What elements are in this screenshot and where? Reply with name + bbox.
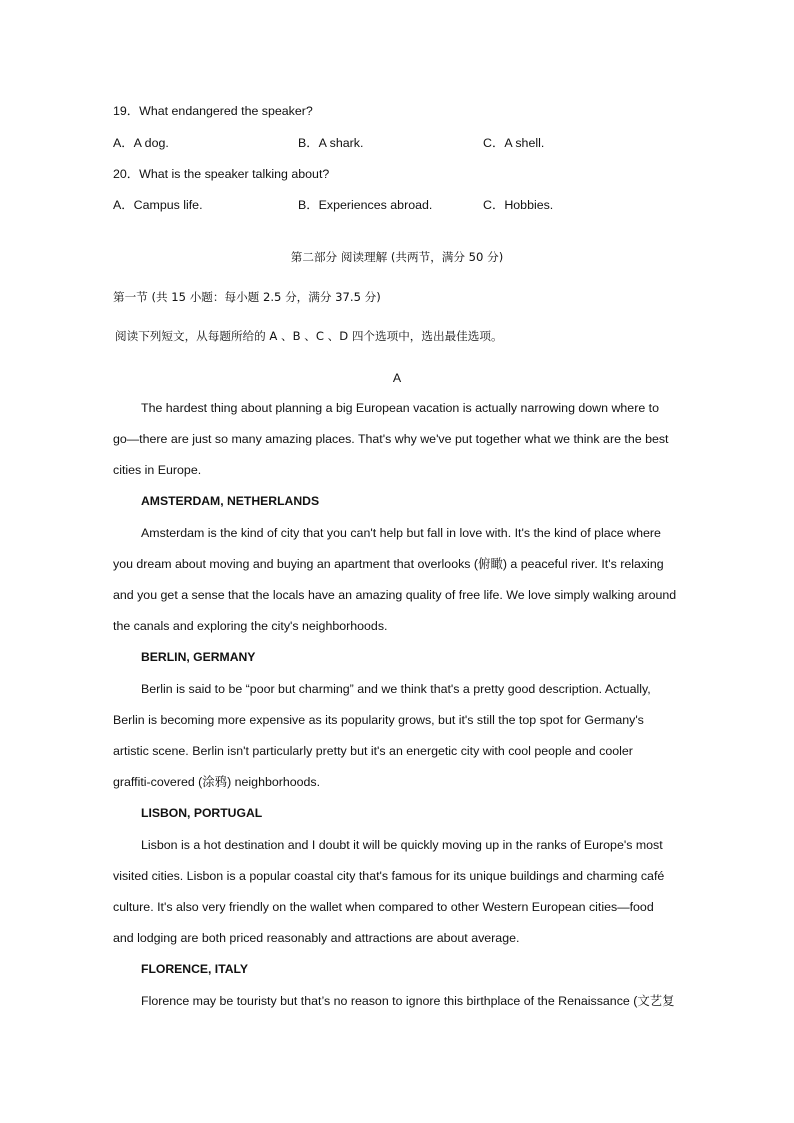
part-title: 第二部分 阅读理解 (共两节，满分 50 分) — [290, 250, 504, 264]
section-title: 第一节 (共 15 小题：每小题 2.5 分，满分 37.5 分) — [113, 290, 381, 304]
paragraph-line: Berlin is said to be “poor but charming” and we think that's a pretty good description. Actually, — [141, 682, 651, 696]
paragraph-line: you dream about moving and buying an apartment that overlooks (俯瞰) a peaceful river. It's relaxing — [113, 557, 664, 571]
question-20-option-c: C．Hobbies. — [483, 198, 554, 212]
paragraph-line: Florence may be touristy but that’s no reason to ignore this birthplace of the Renaissance (文艺复 — [141, 994, 675, 1008]
paragraph-line: Lisbon is a hot destination and I doubt it will be quickly moving up in the ranks of Europe's most — [141, 838, 663, 852]
city-heading: BERLIN, GERMANY — [141, 650, 256, 664]
question-20-option-a: A．Campus life. — [113, 198, 203, 212]
paragraph-line: artistic scene. Berlin isn't particularly pretty but it's an energetic city with cool people and cooler — [113, 744, 633, 758]
passage-label: A — [392, 371, 402, 385]
question-19-stem: 19．What endangered the speaker? — [113, 104, 313, 118]
paragraph-line: Berlin is becoming more expensive as its popularity grows, but it's still the top spot for Germany's — [113, 713, 644, 727]
paragraph-line: Amsterdam is the kind of city that you can't help but fall in love with. It's the kind of place where — [141, 526, 661, 540]
paragraph-line: the canals and exploring the city's neighborhoods. — [113, 619, 388, 633]
question-20-option-b: B．Experiences abroad. — [298, 198, 433, 212]
question-20-stem: 20．What is the speaker talking about? — [113, 167, 330, 181]
paragraph-line: and you get a sense that the locals have an amazing quality of free life. We love simply walking around — [113, 588, 677, 602]
question-19-option-b: B．A shark. — [298, 136, 364, 150]
paragraph-line: and lodging are both priced reasonably and attractions are about average. — [113, 931, 520, 945]
city-heading: FLORENCE, ITALY — [141, 962, 248, 976]
intro-line: go—there are just so many amazing places. That's why we've put together what we think are the best — [113, 432, 669, 446]
instruction: 阅读下列短文，从每题所给的 A 、B 、C 、D 四个选项中，选出最佳选项。 — [115, 329, 503, 343]
paragraph-line: visited cities. Lisbon is a popular coastal city that's famous for its unique buildings and charming café — [113, 869, 665, 883]
question-19-option-c: C．A shell. — [483, 136, 545, 150]
city-heading: LISBON, PORTUGAL — [141, 806, 263, 820]
intro-line: The hardest thing about planning a big European vacation is actually narrowing down where to — [141, 401, 659, 415]
paragraph-line: graffiti-covered (涂鸦) neighborhoods. — [113, 775, 321, 789]
intro-line: cities in Europe. — [113, 463, 202, 477]
paragraph-line: culture. It's also very friendly on the wallet when compared to other Western European cities—food — [113, 900, 654, 914]
city-heading: AMSTERDAM, NETHERLANDS — [141, 494, 320, 508]
question-19-option-a: A．A dog. — [113, 136, 169, 150]
